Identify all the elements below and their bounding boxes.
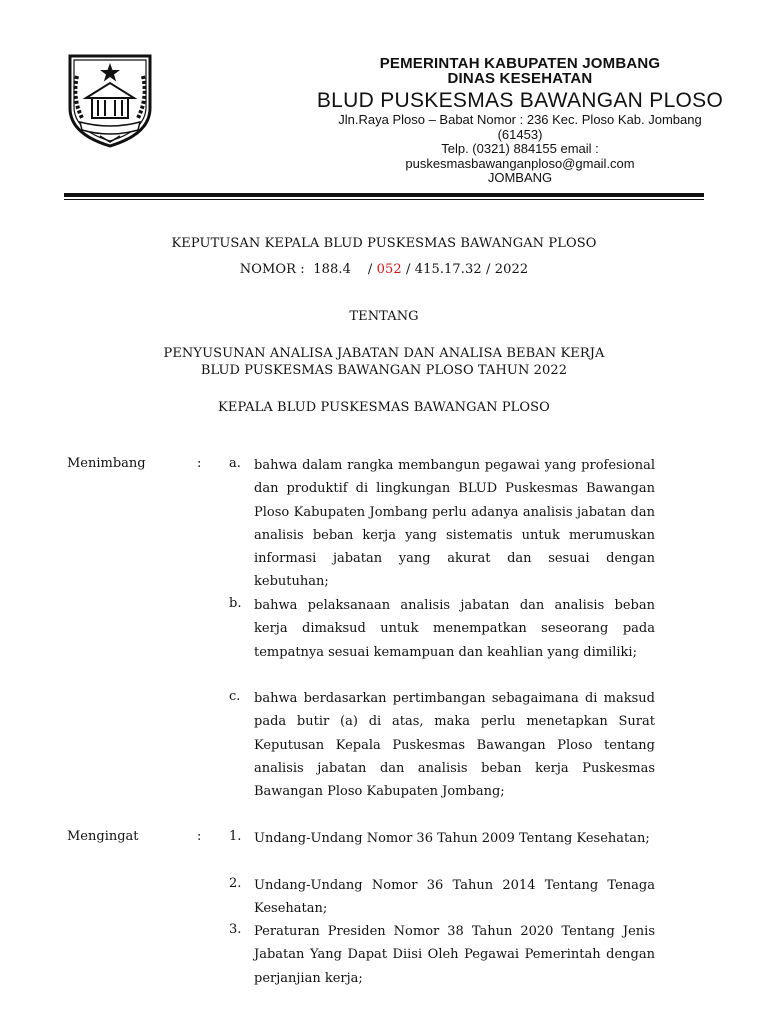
letterhead-divider-thin bbox=[64, 199, 704, 200]
phone-email-label: Telp. (0321) 884155 email : bbox=[441, 141, 599, 157]
list-marker: a. bbox=[229, 456, 241, 471]
email-address: puskesmasbawanganploso@gmail.com bbox=[405, 155, 635, 171]
decree-heading: KEPUTUSAN KEPALA BLUD PUSKESMAS BAWANGAN PLOSO bbox=[171, 236, 597, 251]
menimbang-colon: : bbox=[197, 456, 202, 471]
decree-number-code: 188.4 bbox=[313, 262, 351, 277]
list-marker: 3. bbox=[229, 922, 242, 937]
letterhead-text bbox=[250, 56, 768, 186]
mengingat-label: Mengingat bbox=[67, 829, 139, 844]
list-item-text: bahwa berdasarkan pertimbangan sebagaimana di maksud pada butir (a) di atas, maka perlu menetapkan Surat Keputusan Kepala Puskesmas Bawangan Ploso tentang analisis jabatan dan analisis beban kerja Puskesmas Bawangan Ploso Kabupaten Jombang; bbox=[254, 691, 655, 800]
decree-number-sequence: 052 bbox=[376, 262, 402, 277]
list-marker: b. bbox=[229, 596, 242, 611]
decree-number-separator: / bbox=[367, 262, 373, 277]
list-marker: c. bbox=[229, 689, 241, 704]
menimbang-label: Menimbang bbox=[67, 456, 146, 471]
list-item-text: Undang-Undang Nomor 36 Tahun 2014 Tentang Tenaga Kesehatan; bbox=[254, 878, 655, 917]
issuing-official: KEPALA BLUD PUSKESMAS BAWANGAN PLOSO bbox=[218, 400, 550, 415]
decree-subject-line-2: BLUD PUSKESMAS BAWANGAN PLOSO TAHUN 2022 bbox=[200, 363, 568, 378]
mengingat-colon: : bbox=[197, 829, 202, 844]
department-name: DINAS KESEHATAN bbox=[447, 70, 593, 87]
list-item-text: bahwa dalam rangka membangun pegawai yang profesional dan produktif di lingkungan BLUD Puskesmas Bawangan Ploso Kabupaten Jombang perlu adanya analisis jabatan dan analisis beban kerja yang sistematis untuk merumuskan informasi jabatan yang akurat dan sesuai dengan kebutuhan; bbox=[254, 458, 655, 590]
decree-number bbox=[0, 262, 768, 277]
list-item-text: bahwa pelaksanaan analisis jabatan dan analisis beban kerja dimaksud untuk menempatkan seseorang pada tempatnya sesuai kemampuan dan keahlian yang dimiliki; bbox=[254, 598, 655, 660]
decree-subject-line-1: PENYUSUNAN ANALISA JABATAN DAN ANALISA BEBAN KERJA bbox=[163, 346, 605, 361]
city-name: JOMBANG bbox=[487, 170, 553, 186]
jombang-regency-seal-icon bbox=[62, 50, 158, 148]
tentang-heading: TENTANG bbox=[349, 309, 419, 324]
letterhead-divider-thick bbox=[64, 193, 704, 197]
list-marker: 1. bbox=[229, 829, 242, 844]
list-marker: 2. bbox=[229, 876, 242, 891]
letterhead bbox=[0, 0, 768, 200]
government-name: PEMERINTAH KABUPATEN JOMBANG bbox=[379, 55, 661, 72]
decree-number-suffix: / 415.17.32 / 2022 bbox=[406, 262, 529, 277]
list-item-text: Peraturan Presiden Nomor 38 Tahun 2020 Tentang Jenis Jabatan Yang Dapat Diisi Oleh Pegawai Pemerintah dengan perjanjian kerja; bbox=[254, 924, 655, 986]
list-item-text: Undang-Undang Nomor 36 Tahun 2009 Tentang Kesehatan; bbox=[254, 831, 650, 846]
postal-code: (61453) bbox=[497, 126, 543, 142]
institution-name: BLUD PUSKESMAS BAWANGAN PLOSO bbox=[316, 89, 724, 112]
decree-number-label: NOMOR : bbox=[239, 262, 305, 277]
address-line: Jln.Raya Ploso – Babat Nomor : 236 Kec. Ploso Kab. Jombang bbox=[338, 112, 702, 127]
